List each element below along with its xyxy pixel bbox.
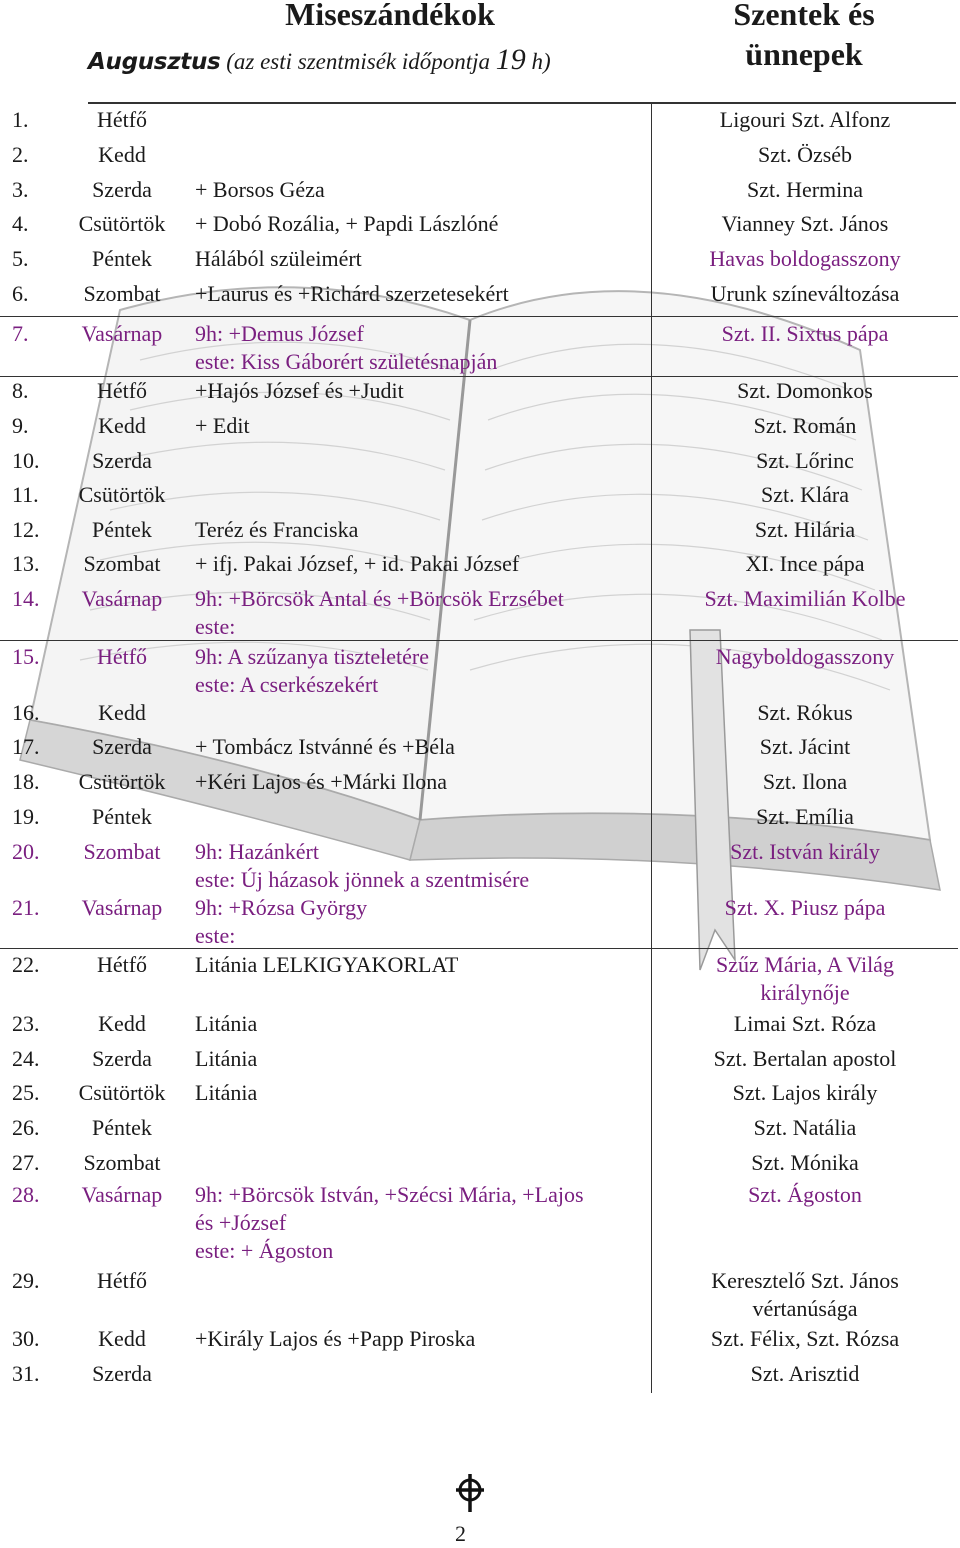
saint-feast bbox=[654, 280, 956, 308]
mass-intention bbox=[195, 245, 645, 273]
saint-feast bbox=[654, 768, 956, 796]
saint-feast-line: Szt. II. Sixtus pápa bbox=[721, 321, 889, 346]
day-number: 27. bbox=[12, 1150, 40, 1175]
day-number: 19. bbox=[12, 804, 40, 829]
weekday: Péntek bbox=[92, 804, 152, 829]
cross-icon bbox=[452, 1472, 488, 1516]
weekday: Vasárnap bbox=[81, 895, 163, 920]
mass-intention-line: +Kéri Lajos és +Márki Ilona bbox=[195, 769, 448, 794]
weekday: Kedd bbox=[98, 142, 146, 167]
weekday: Hétfő bbox=[96, 1268, 148, 1293]
saints-title-line-1: Szentek és bbox=[733, 0, 875, 32]
mass-intention bbox=[195, 1010, 645, 1038]
mass-intention bbox=[195, 894, 645, 950]
page-number: 2 bbox=[455, 1521, 466, 1546]
day-number: 21. bbox=[12, 895, 40, 920]
weekday: Szombat bbox=[83, 839, 161, 864]
mass-intention-line: este: bbox=[195, 923, 236, 948]
header-rule-left bbox=[88, 102, 651, 104]
saint-feast-line: királynője bbox=[760, 980, 850, 1005]
mass-intention-line: + Edit bbox=[195, 413, 250, 438]
mass-intention bbox=[195, 1079, 645, 1107]
weekday: Hétfő bbox=[96, 644, 148, 669]
evening-note-prefix: (az esti szentmisék időpontja bbox=[226, 49, 491, 74]
saint-feast-line: Szt. Özséb bbox=[757, 142, 853, 167]
saint-feast bbox=[654, 106, 956, 134]
saint-feast-line: Szt. Román bbox=[753, 413, 857, 438]
mass-intention-line: 9h: +Börcsök Antal és +Börcsök Erzsébet bbox=[195, 586, 564, 611]
evening-note-suffix: h) bbox=[531, 49, 551, 74]
saint-feast bbox=[654, 176, 956, 204]
saint-feast-line: Szt. Hilária bbox=[754, 517, 856, 542]
mass-intention bbox=[195, 838, 645, 894]
header-rule-right bbox=[651, 102, 956, 104]
day-number: 1. bbox=[12, 107, 29, 132]
month-name: Augusztus bbox=[88, 49, 221, 75]
saint-feast-line: Szt. Rókus bbox=[757, 700, 853, 725]
saint-feast bbox=[654, 1360, 956, 1388]
saint-feast bbox=[654, 481, 956, 509]
mass-intention-line: este: bbox=[195, 614, 236, 639]
saint-feast-line: Szt. Natália bbox=[753, 1115, 857, 1140]
mass-intention-line: Teréz és Franciska bbox=[195, 517, 359, 542]
day-number: 14. bbox=[12, 586, 40, 611]
day-number: 11. bbox=[12, 482, 39, 507]
saint-feast bbox=[654, 585, 956, 613]
mass-intention-line: és +József bbox=[195, 1210, 287, 1235]
mass-intention-line: + Tombácz Istvánné és +Béla bbox=[195, 734, 455, 759]
day-number: 13. bbox=[12, 551, 40, 576]
saint-feast-line: Szt. Jácint bbox=[759, 734, 851, 759]
mass-intention-line: +Laurus és +Richárd szerzetesekért bbox=[195, 281, 509, 306]
mass-intention bbox=[195, 733, 645, 761]
saint-feast-line: Szt. Ágoston bbox=[748, 1182, 862, 1207]
saint-feast bbox=[654, 1149, 956, 1177]
saint-feast-line: Szt. Bertalan apostol bbox=[713, 1046, 897, 1071]
saint-feast-line: Szt. Arisztid bbox=[750, 1361, 860, 1386]
mass-intention bbox=[195, 1325, 645, 1353]
weekday: Szombat bbox=[83, 551, 161, 576]
saint-feast bbox=[654, 141, 956, 169]
weekday: Csütörtök bbox=[78, 482, 166, 507]
weekday: Szombat bbox=[83, 281, 161, 306]
mass-intention-line: Litánia bbox=[195, 1080, 258, 1105]
weekday: Péntek bbox=[92, 517, 152, 542]
weekday: Hétfő bbox=[96, 378, 148, 403]
column-divider bbox=[651, 103, 652, 1393]
weekday: Kedd bbox=[98, 700, 146, 725]
day-number: 28. bbox=[12, 1182, 40, 1207]
saints-title-line-2: ünnepek bbox=[745, 36, 863, 72]
saint-feast bbox=[654, 643, 956, 671]
mass-intention-line: 9h: +Börcsök István, +Szécsi Mária, +Lajos bbox=[195, 1182, 584, 1207]
day-number: 25. bbox=[12, 1080, 40, 1105]
mass-intention-line: Litánia bbox=[195, 1046, 258, 1071]
mass-intention-line: Hálából szüleimért bbox=[195, 246, 362, 271]
weekday: Csütörtök bbox=[78, 211, 166, 236]
mass-intention-line: 9h: +Rózsa György bbox=[195, 895, 368, 920]
saint-feast-line: Szt. Hermina bbox=[746, 177, 864, 202]
saint-feast-line: Szt. Domonkos bbox=[737, 378, 873, 403]
saint-feast bbox=[654, 1114, 956, 1142]
saint-feast bbox=[654, 733, 956, 761]
weekday: Szerda bbox=[92, 1361, 152, 1386]
saint-feast bbox=[654, 447, 956, 475]
day-number: 5. bbox=[12, 246, 29, 271]
day-number: 9. bbox=[12, 413, 29, 438]
saint-feast bbox=[654, 699, 956, 727]
mass-intention-line: 9h: Hazánkért bbox=[195, 839, 319, 864]
day-number: 18. bbox=[12, 769, 40, 794]
weekday: Vasárnap bbox=[81, 1182, 163, 1207]
weekday: Vasárnap bbox=[81, 321, 163, 346]
saint-feast-line: Szt. Lajos király bbox=[732, 1080, 878, 1105]
saint-feast-line: Nagyboldogasszony bbox=[715, 644, 895, 669]
saint-feast bbox=[654, 550, 956, 578]
saint-feast-line: Keresztelő Szt. János bbox=[711, 1268, 899, 1293]
saint-feast-line: vértanúsága bbox=[752, 1296, 858, 1321]
evening-hour: 19 bbox=[495, 43, 526, 76]
saint-feast bbox=[654, 1181, 956, 1209]
mass-intention-line: Litánia bbox=[195, 1011, 258, 1036]
mass-intention bbox=[195, 176, 645, 204]
row-separator bbox=[0, 376, 958, 377]
saint-feast-line: Ligouri Szt. Alfonz bbox=[719, 107, 891, 132]
day-number: 4. bbox=[12, 211, 29, 236]
saint-feast bbox=[654, 894, 956, 922]
mass-intention-line: 9h: A szűzanya tiszteletére bbox=[195, 644, 429, 669]
saint-feast bbox=[654, 377, 956, 405]
weekday: Péntek bbox=[92, 1115, 152, 1140]
saint-feast-line: Szűz Mária, A Világ bbox=[716, 952, 894, 977]
saint-feast-line: XI. Ince pápa bbox=[745, 551, 865, 576]
row-separator bbox=[0, 948, 958, 949]
saint-feast-line: Szt. Ilona bbox=[762, 769, 848, 794]
weekday: Kedd bbox=[98, 413, 146, 438]
mass-intention bbox=[195, 280, 645, 308]
mass-intention-line: este: A cserkészekért bbox=[195, 672, 379, 697]
mass-intention bbox=[195, 1181, 645, 1265]
mass-intention-line: +Király Lajos és +Papp Piroska bbox=[195, 1326, 476, 1351]
saint-feast-line: Havas boldogasszony bbox=[709, 246, 901, 271]
saint-feast-line: Szt. Klára bbox=[761, 482, 849, 507]
mass-intention bbox=[195, 377, 645, 405]
day-number: 12. bbox=[12, 517, 40, 542]
mass-intention bbox=[195, 951, 645, 979]
day-number: 22. bbox=[12, 952, 40, 977]
mass-intention bbox=[195, 550, 645, 578]
saint-feast-line: Vianney Szt. János bbox=[721, 211, 889, 236]
subtitle bbox=[88, 40, 551, 82]
day-number: 23. bbox=[12, 1011, 40, 1036]
mass-intention-line: 9h: +Demus József bbox=[195, 321, 364, 346]
saint-feast-line: Szt. X. Piusz pápa bbox=[724, 895, 886, 920]
day-number: 10. bbox=[12, 448, 40, 473]
saint-feast bbox=[654, 1079, 956, 1107]
saints-column-title bbox=[654, 0, 954, 74]
weekday: Hétfő bbox=[96, 952, 148, 977]
saint-feast-line: Szt. Maximilián Kolbe bbox=[704, 586, 906, 611]
day-number: 31. bbox=[12, 1361, 40, 1386]
saint-feast-line: Szt. Emília bbox=[756, 804, 854, 829]
weekday: Szerda bbox=[92, 1046, 152, 1071]
mass-intention-line: Litánia LELKIGYAKORLAT bbox=[195, 952, 459, 977]
weekday: Hétfő bbox=[96, 107, 148, 132]
day-number: 26. bbox=[12, 1115, 40, 1140]
day-number: 17. bbox=[12, 734, 40, 759]
mass-intention bbox=[195, 320, 645, 376]
saint-feast bbox=[654, 838, 956, 866]
day-number: 29. bbox=[12, 1268, 40, 1293]
row-separator bbox=[0, 316, 958, 317]
saint-feast-line: Limai Szt. Róza bbox=[733, 1011, 877, 1036]
saint-feast bbox=[654, 1045, 956, 1073]
saint-feast bbox=[654, 1325, 956, 1353]
mass-intention bbox=[195, 643, 645, 699]
day-number: 20. bbox=[12, 839, 40, 864]
saint-feast-line: Szt. István király bbox=[730, 839, 880, 864]
weekday: Péntek bbox=[92, 246, 152, 271]
mass-intention bbox=[195, 585, 645, 641]
day-number: 8. bbox=[12, 378, 29, 403]
weekday: Kedd bbox=[98, 1326, 146, 1351]
day-number: 2. bbox=[12, 142, 29, 167]
mass-intention-line: este: Új házasok jönnek a szentmisére bbox=[195, 867, 530, 892]
weekday: Csütörtök bbox=[78, 769, 166, 794]
mass-intention bbox=[195, 516, 645, 544]
mass-intention-line: +Hajós József és +Judit bbox=[195, 378, 404, 403]
mass-intention bbox=[195, 412, 645, 440]
saint-feast-line: Szt. Lőrinc bbox=[756, 448, 854, 473]
saint-feast bbox=[654, 1267, 956, 1323]
mass-intention-line: + ifj. Pakai József, + id. Pakai József bbox=[195, 551, 520, 576]
saint-feast bbox=[654, 412, 956, 440]
mass-intention bbox=[195, 1045, 645, 1073]
saint-feast-line: Szt. Mónika bbox=[751, 1150, 859, 1175]
saint-feast-line: Urunk színeváltozása bbox=[710, 281, 900, 306]
day-number: 30. bbox=[12, 1326, 40, 1351]
page-title: Miseszándékok bbox=[285, 0, 495, 32]
row-separator bbox=[0, 640, 958, 641]
saint-feast bbox=[654, 516, 956, 544]
mass-intention bbox=[195, 210, 645, 238]
mass-intention-line: este: Kiss Gáborért születésnapján bbox=[195, 349, 498, 374]
saint-feast bbox=[654, 320, 956, 348]
mass-intention-line: + Dobó Rozália, + Papdi Lászlóné bbox=[195, 211, 499, 236]
saint-feast bbox=[654, 245, 956, 273]
weekday: Csütörtök bbox=[78, 1080, 166, 1105]
weekday: Vasárnap bbox=[81, 586, 163, 611]
day-number: 16. bbox=[12, 700, 40, 725]
day-number: 6. bbox=[12, 281, 29, 306]
day-number: 24. bbox=[12, 1046, 40, 1071]
weekday: Kedd bbox=[98, 1011, 146, 1036]
weekday: Szerda bbox=[92, 177, 152, 202]
mass-intention-line: + Borsos Géza bbox=[195, 177, 325, 202]
saint-feast bbox=[654, 210, 956, 238]
saint-feast-line: Szt. Félix, Szt. Rózsa bbox=[710, 1326, 900, 1351]
day-number: 15. bbox=[12, 644, 40, 669]
weekday: Szerda bbox=[92, 734, 152, 759]
saint-feast bbox=[654, 951, 956, 1007]
weekday: Szombat bbox=[83, 1150, 161, 1175]
day-number: 3. bbox=[12, 177, 29, 202]
mass-intention-line: este: + Ágoston bbox=[195, 1238, 334, 1263]
day-number: 7. bbox=[12, 321, 29, 346]
saint-feast bbox=[654, 1010, 956, 1038]
mass-intention bbox=[195, 768, 645, 796]
weekday: Szerda bbox=[92, 448, 152, 473]
saint-feast bbox=[654, 803, 956, 831]
